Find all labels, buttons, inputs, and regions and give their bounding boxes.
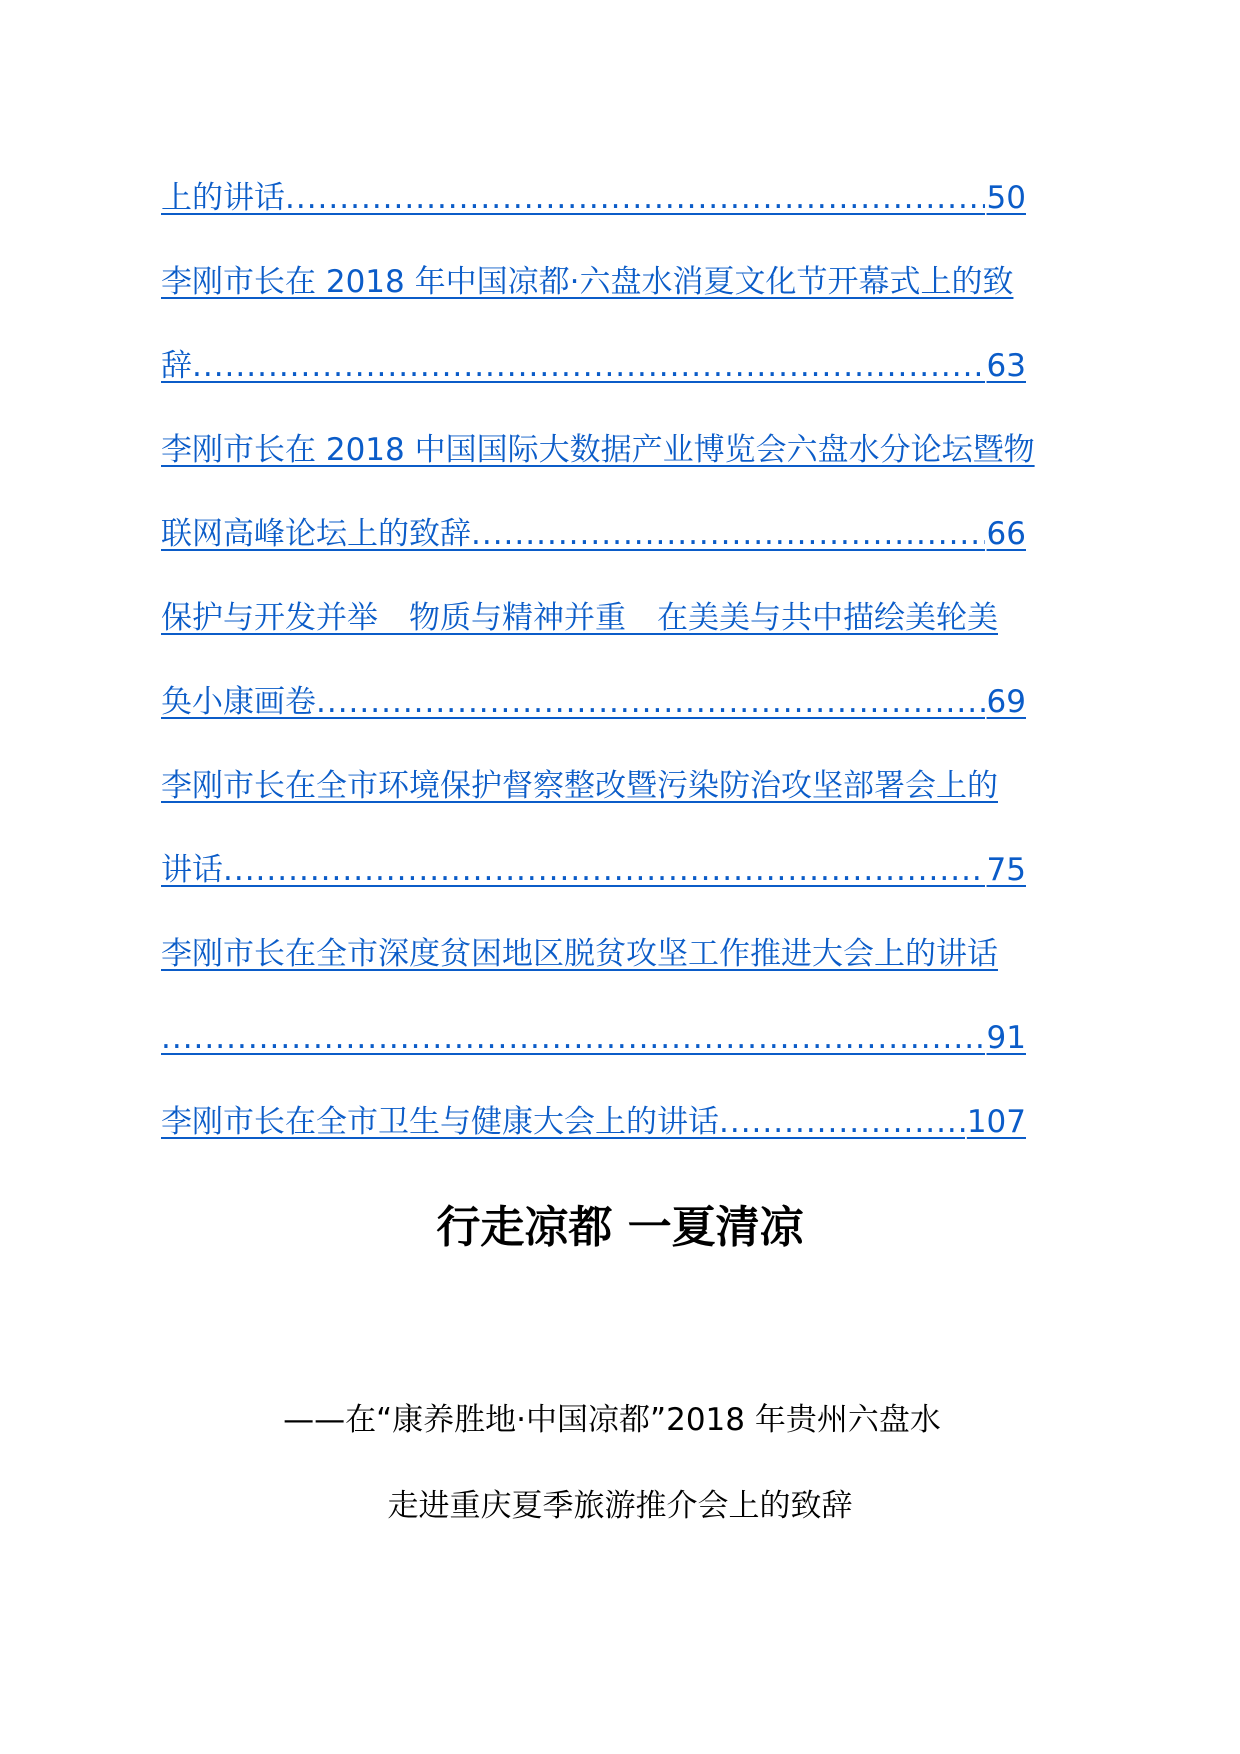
toc-page-number: 91 xyxy=(986,1020,1026,1056)
toc-leader-dots xyxy=(285,156,985,240)
toc-entry-big-data-forum[interactable] xyxy=(161,408,1101,576)
toc-entry-text: 李刚市长在全市卫生与健康大会上的讲话 xyxy=(161,1104,719,1140)
section-subtitle-line-1: ——在“康养胜地·中国凉都”2018 年贵州六盘水 xyxy=(283,1402,941,1438)
toc-line xyxy=(161,912,1101,996)
toc-entry-culture-festival[interactable] xyxy=(161,240,1101,408)
table-of-contents xyxy=(161,156,1101,1164)
toc-page-number: 50 xyxy=(986,180,1026,216)
toc-line xyxy=(161,156,1026,240)
toc-entry-text: 联网高峰论坛上的致辞 xyxy=(161,516,471,552)
toc-leader-dots xyxy=(719,1080,965,1164)
toc-entry-protection-development[interactable] xyxy=(161,576,1101,744)
toc-entry-text: 上的讲话 xyxy=(161,180,285,216)
toc-line xyxy=(161,996,1026,1080)
toc-page-number: 66 xyxy=(986,516,1026,552)
toc-entry-text: 李刚市长在 2018 年中国凉都·六盘水消夏文化节开幕式上的致 xyxy=(161,264,1014,300)
toc-line xyxy=(161,492,1026,576)
toc-line xyxy=(161,828,1026,912)
toc-entry-environment-protection[interactable] xyxy=(161,744,1101,912)
toc-entry-speech-50[interactable] xyxy=(161,156,1101,240)
toc-line xyxy=(161,744,1101,828)
toc-entry-text: 李刚市长在 2018 中国国际大数据产业博览会六盘水分论坛暨物 xyxy=(161,432,1035,468)
toc-line xyxy=(161,660,1026,744)
toc-page-number: 75 xyxy=(986,852,1026,888)
toc-leader-dots xyxy=(316,660,985,744)
toc-entry-text: 奂小康画卷 xyxy=(161,684,316,720)
toc-page-number: 63 xyxy=(986,348,1026,384)
section-subtitle-line-2: 走进重庆夏季旅游推介会上的致辞 xyxy=(387,1488,853,1524)
toc-line xyxy=(161,324,1026,408)
toc-leader-dots xyxy=(192,324,985,408)
toc-line xyxy=(161,408,1101,492)
toc-entry-poverty-alleviation[interactable] xyxy=(161,912,1101,1080)
toc-page-number: 69 xyxy=(986,684,1026,720)
toc-entry-health-conference[interactable] xyxy=(161,1080,1101,1164)
toc-entry-text: 李刚市长在全市环境保护督察整改暨污染防治攻坚部署会上的 xyxy=(161,768,998,804)
toc-entry-text: 讲话 xyxy=(161,852,223,888)
section-title: 行走凉都 一夏清凉 xyxy=(436,1202,804,1253)
toc-line xyxy=(161,240,1101,324)
toc-page-number: 107 xyxy=(966,1104,1026,1140)
toc-leader-dots xyxy=(471,492,985,576)
toc-entry-text: 保护与开发并举 物质与精神并重 在美美与共中描绘美轮美 xyxy=(161,600,998,636)
toc-leader-dots xyxy=(161,996,985,1080)
toc-entry-text: 辞 xyxy=(161,348,192,384)
toc-entry-text: 李刚市长在全市深度贫困地区脱贫攻坚工作推进大会上的讲话 xyxy=(161,936,998,972)
toc-line xyxy=(161,576,1101,660)
toc-leader-dots xyxy=(223,828,985,912)
toc-line xyxy=(161,1080,1026,1164)
